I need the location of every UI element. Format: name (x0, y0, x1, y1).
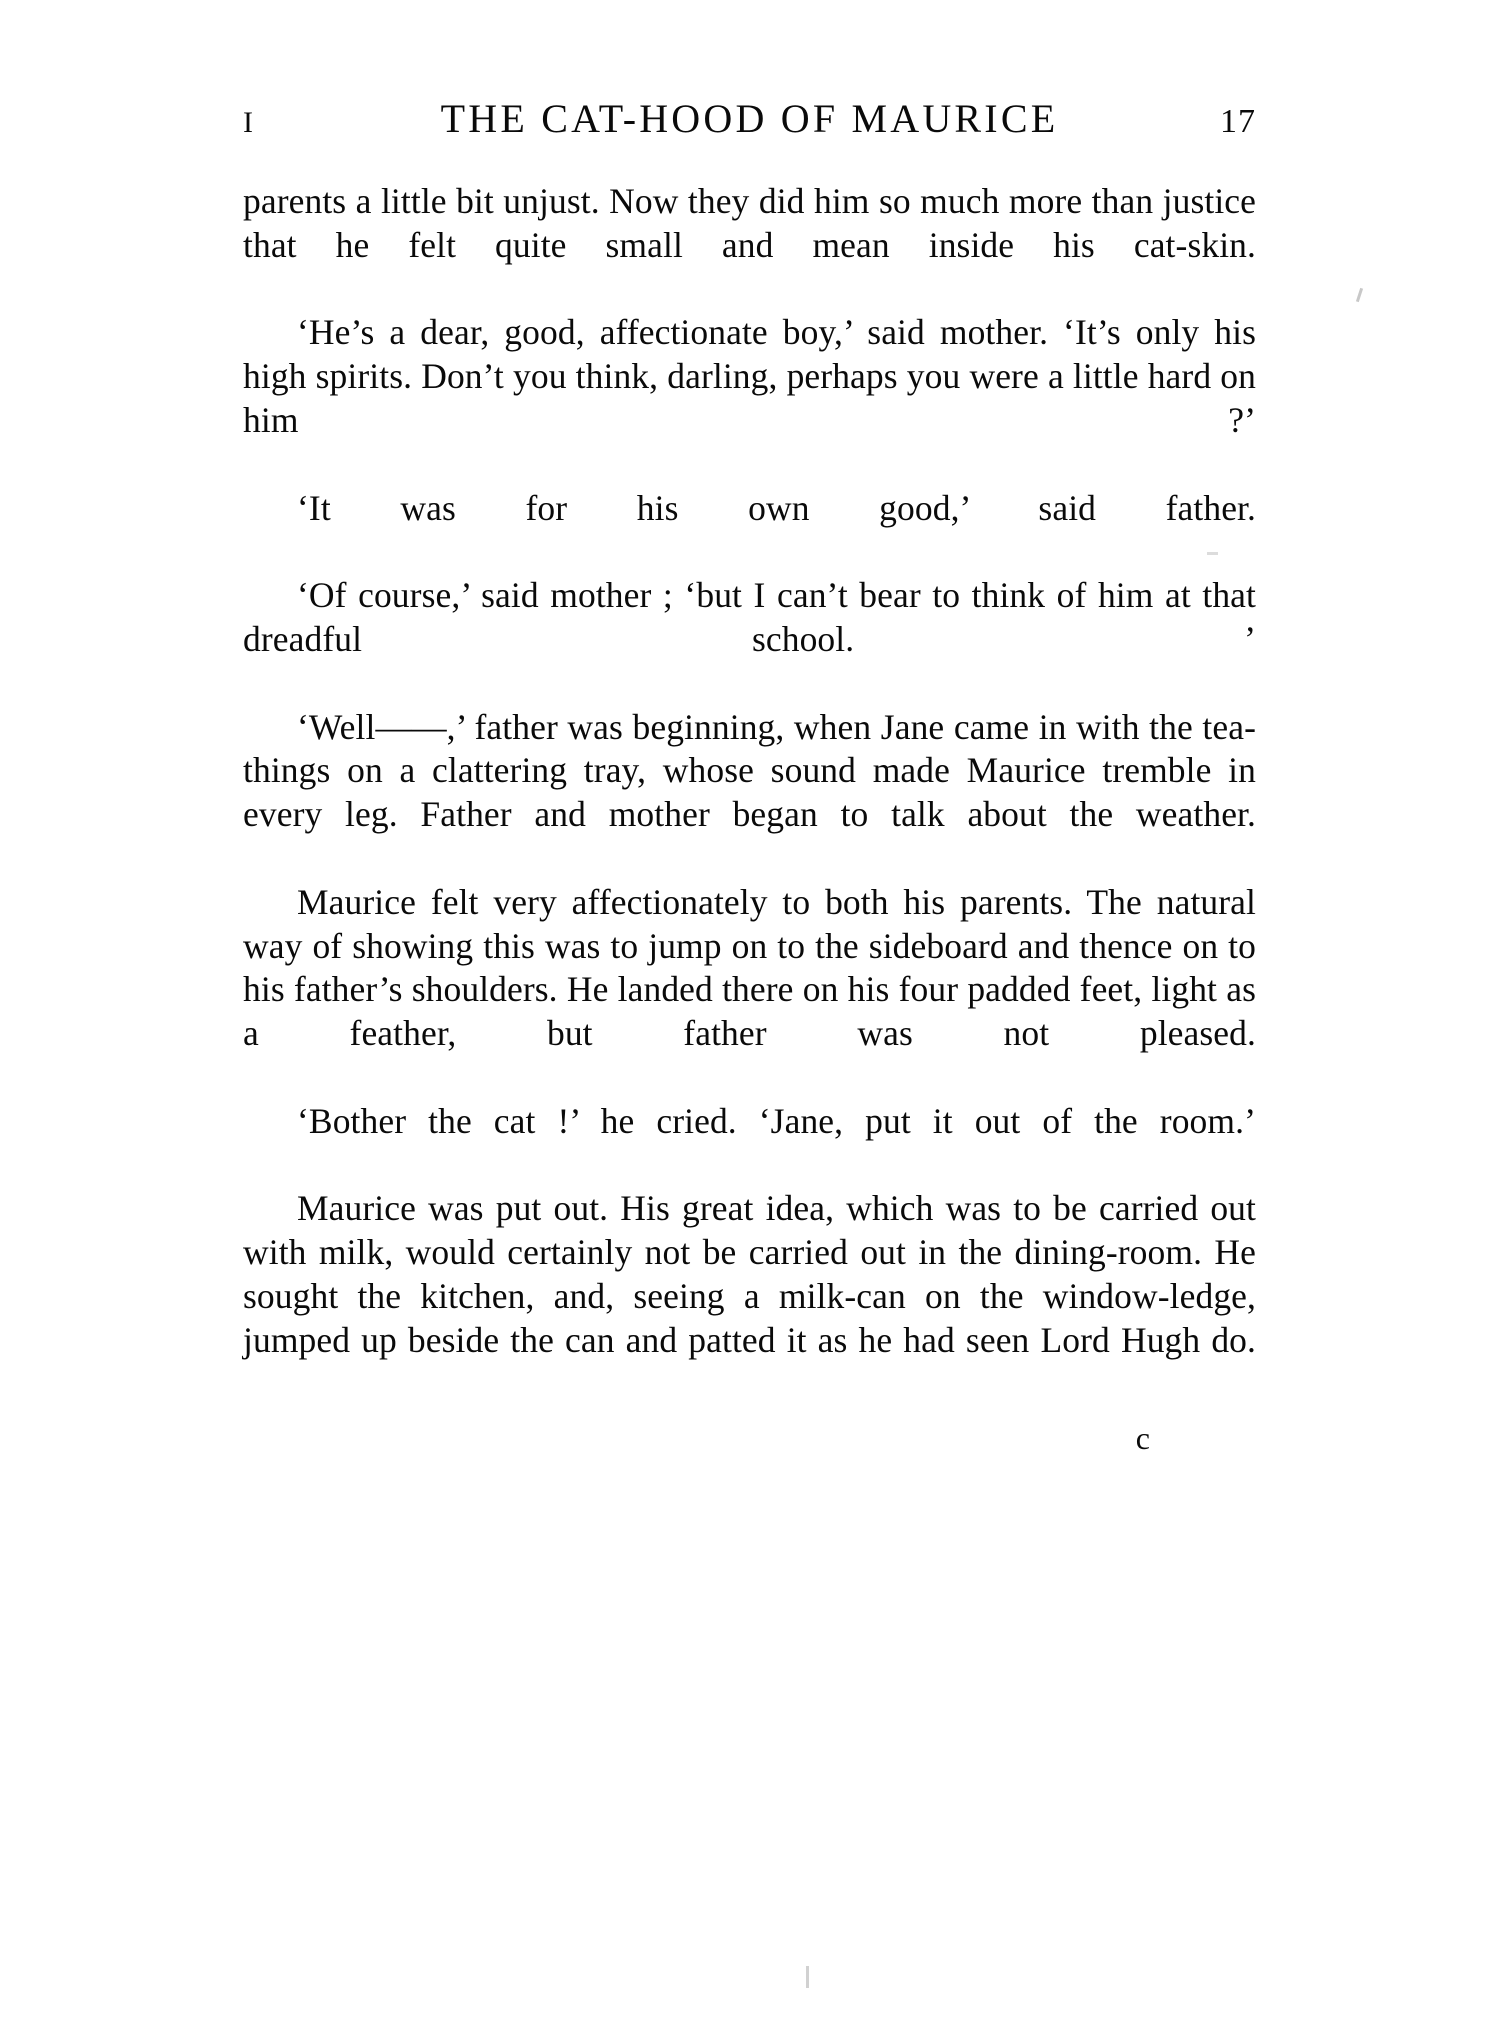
running-head (243, 95, 1256, 142)
body-text (243, 180, 1256, 1406)
paragraph: ‘It was for his own good,’ said father. (297, 487, 1256, 528)
paragraph: Maurice was put out. His great idea, which was to be carried out with milk, would certainly not be carried out in the dining-room. He sought the kitchen, and, seeing a milk-can on the window-ledge, jumped up beside the can and patted it as he had seen Lord Hugh do. (243, 1188, 1256, 1360)
paragraph: ‘He’s a dear, good, affectionate boy,’ said mother. ‘It’s only his high spirits. Don’t you think, darling, perhaps you were a little hard on him ?’ (243, 312, 1256, 440)
page-title: THE CAT-HOOD OF MAURICE (440, 96, 1059, 141)
paragraph: ‘Of course,’ said mother ; ‘but I can’t bear to think of him at that dreadful school. ’ (243, 575, 1256, 659)
folio-right: 17 (1220, 103, 1256, 140)
page-speck (806, 1966, 809, 1988)
folio-left: I (243, 106, 254, 139)
page-content (243, 95, 1256, 1457)
paragraph: Maurice felt very affectionately to both his parents. The natural way of showing this was to jump on to the sideboard and thence on to his father’s shoulders. He landed there on his four padded feet, light as a feather, but father was not pleased. (243, 881, 1256, 1054)
paragraph: ‘Bother the cat !’ he cried. ‘Jane, put it out of the room.’ (297, 1100, 1256, 1141)
page-speck (1356, 288, 1363, 302)
paragraph: ‘Well——,’ father was beginning, when Jane came in with the tea-things on a clattering tray, whose sound made Maurice tremble in every leg. Father and mother began to talk about the weather. (243, 706, 1256, 835)
paragraph: parents a little bit unjust. Now they did him so much more than justice that he felt quite small and mean inside his cat-skin. (243, 181, 1256, 265)
page-speck (1207, 552, 1218, 555)
signature-mark: c (1135, 1420, 1150, 1457)
